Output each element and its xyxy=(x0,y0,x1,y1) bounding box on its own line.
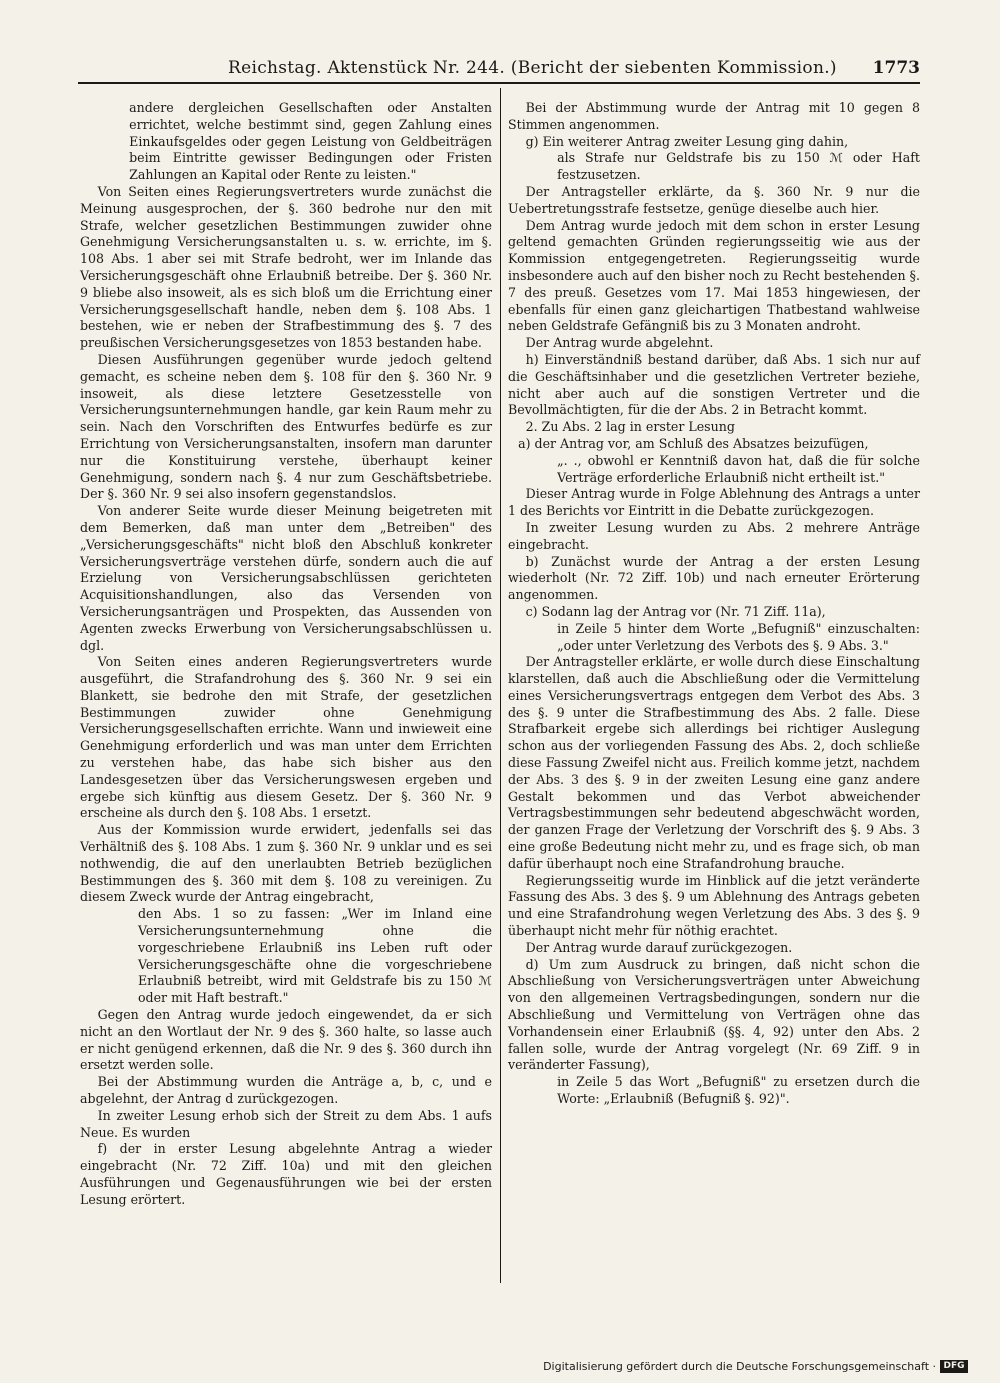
page-header xyxy=(78,56,920,84)
quoted-motion: „. ., obwohl er Kenntniß davon hat, daß die für solche Verträge erforderliche Erlaubniß nicht ertheilt ist." xyxy=(557,452,920,485)
paragraph: d) Um zum Ausdruck zu bringen, daß nicht schon die Abschließung von Versicherungsverträgen unter Abweichung von den allgemeinen Vertragsbedingungen, sondern nur die Abschließung und Vermittelung von Verträgen ohne das Vorhandensein einer Erlaubniß (§§. 4, 92) unter den Abs. 2 fallen solle, wurde der Antrag vorgelegt (Nr. 69 Ziff. 9 in veränderter Fassung), xyxy=(508,956,920,1073)
paragraph: g) Ein weiterer Antrag zweiter Lesung ging dahin, xyxy=(525,133,849,149)
paragraph: Gegen den Antrag wurde jedoch eingewendet, da er sich nicht an den Wortlaut der Nr. 9 des §. 360 halte, so lasse auch er nicht genügend erkennen, daß die Nr. 9 des §. 360 durch ihn ersetzt werden solle. xyxy=(80,1007,492,1073)
paragraph: In zweiter Lesung erhob sich der Streit zu dem Abs. 1 aufs Neue. Es wurden xyxy=(80,1107,492,1140)
page-number: 1773 xyxy=(872,58,920,78)
quoted-motion: in Zeile 5 das Wort „Befugniß" zu ersetzen durch die Worte: „Erlaubniß (Befugniß §. 92)". xyxy=(557,1074,920,1107)
digitization-credit xyxy=(543,1360,968,1373)
paragraph: Regierungsseitig wurde im Hinblick auf die jetzt veränderte Fassung des Abs. 3 des §. 9 um Ablehnung des Antrags gebeten und eine Strafandrohung wegen Verletzung des Abs. 3 des §. 9 überhaupt nicht mehr für nöthig erachtet. xyxy=(508,872,920,939)
left-column xyxy=(80,100,492,1209)
paragraph: Der Antrag wurde abgelehnt. xyxy=(525,335,714,351)
paragraph: Dieser Antrag wurde in Folge Ablehnung des Antrags a unter 1 des Berichts vor Eintritt in die Debatte zurückgezogen. xyxy=(508,486,920,519)
paragraph: Aus der Kommission wurde erwidert, jedenfalls sei das Verhältniß des §. 108 Abs. 1 zum §. 360 Nr. 9 unklar und es sei nothwendig, die auf den unerlaubten Betrieb bezüglichen Bestimmungen des §. 360 mit dem §. 108 zu vereinigen. Zu diesem Zweck wurde der Antrag eingebracht, xyxy=(80,822,492,905)
paragraph: Bei der Abstimmung wurde der Antrag mit 10 gegen 8 Stimmen angenommen. xyxy=(508,100,920,132)
paragraph: a) der Antrag vor, am Schluß des Absatzes beizufügen, xyxy=(518,435,869,451)
paragraph: Von anderer Seite wurde dieser Meinung beigetreten mit dem Bemerken, daß man unter dem „Betreiben" des „Versicherungsgeschäfts" nicht bloß den Abschluß konkreter Versicherungsverträge verstehen dürfe, sondern auch die auf Erzielung von Versicherungsabschlüssen gerichteten Acquisitionshandlungen, also das Versenden von Versicherungsanträgen und Prospekten, das Aussenden von Agenten zwecks Erwerbung von Versicherungsabschlüssen u. dgl. xyxy=(80,503,492,653)
column-divider xyxy=(500,88,501,1283)
quoted-motion: den Abs. 1 so zu fassen: „Wer im Inland eine Versicherungsunternehmung ohne die vorgeschriebene Erlaubniß ins Leben ruft oder Versicherungsgeschäfte ohne die vorgeschriebene Erlaubniß betreibt, wird mit Geldstrafe bis zu 150 ℳ oder mit Haft bestraft." xyxy=(137,906,492,1006)
paragraph: Bei der Abstimmung wurden die Anträge a, b, c, und e abgelehnt, der Antrag d zurückgezogen. xyxy=(80,1074,492,1107)
paragraph: Der Antragsteller erklärte, da §. 360 Nr. 9 nur die Uebertretungsstrafe festsetze, genüge dieselbe auch hier. xyxy=(508,183,920,216)
paragraph: Von Seiten eines anderen Regierungsvertreters wurde ausgeführt, die Strafandrohung des §. 360 Nr. 9 sei ein Blankett, sie bedrohe den mit Strafe, der gesetzlichen Bestimmungen zuwider ohne Genehmigung Versicherungsgesellschaften errichte. Wann und inwieweit eine Genehmigung erforderlich und was man unter dem Errichten zu verstehen habe, das habe sich bisher aus den Landesgesetzen über das Versicherungswesen ergeben und ergebe sich künftig aus diesem Gesetz. Der §. 360 Nr. 9 erscheine als durch den §. 108 Abs. 1 ersetzt. xyxy=(80,654,492,821)
paragraph: In zweiter Lesung wurden zu Abs. 2 mehrere Anträge eingebracht. xyxy=(508,519,920,552)
paragraph: f) der in erster Lesung abgelehnte Antrag a wieder eingebracht (Nr. 72 Ziff. 10a) und mit den gleichen Ausführungen und Gegenausführungen wie bei der ersten Lesung erörtert. xyxy=(80,1141,492,1207)
paragraph: Dem Antrag wurde jedoch mit dem schon in erster Lesung geltend gemachten Gründen regierungsseitig wie aus der Kommission entgegengetreten. Regierungsseitig wurde insbesondere auch auf den bisher noch zu Recht bestehenden §. 7 des preuß. Gesetzes vom 17. Mai 1853 hingewiesen, der ebenfalls für einen ganz gleichartigen Thatbestand wahlweise neben Geldstrafe Gefängniß bis zu 3 Monaten androht. xyxy=(508,217,920,334)
running-title: Reichstag. Aktenstück Nr. 244. (Bericht der siebenten Kommission.) xyxy=(228,58,837,78)
paragraph: c) Sodann lag der Antrag vor (Nr. 71 Ziff. 11a), xyxy=(525,603,826,619)
paragraph: Der Antrag wurde darauf zurückgezogen. xyxy=(525,939,793,955)
paragraph: andere dergleichen Gesellschaften oder Anstalten errichtet, welche bestimmt sind, gegen Zahlung eines Einkaufsgeldes oder gegen Leistung von Geldbeiträgen beim Eintritte gewisser Bedingungen oder Fristen Zahlungen an Kapital oder Rente zu leisten." xyxy=(129,100,492,183)
credit-text: Digitalisierung gefördert durch die Deutsche Forschungsgemeinschaft · xyxy=(543,1360,936,1373)
right-column xyxy=(508,100,920,1108)
paragraph: 2. Zu Abs. 2 lag in erster Lesung xyxy=(525,419,735,435)
quoted-motion: als Strafe nur Geldstrafe bis zu 150 ℳ oder Haft festzusetzen. xyxy=(557,150,920,183)
quoted-motion: in Zeile 5 hinter dem Worte „Befugniß" einzuschalten: „oder unter Verletzung des Verbots des §. 9 Abs. 3." xyxy=(557,620,920,653)
paragraph: b) Zunächst wurde der Antrag a der ersten Lesung wiederholt (Nr. 72 Ziff. 10b) und nach erneuter Erörterung angenommen. xyxy=(508,553,920,603)
paragraph: h) Einverständniß bestand darüber, daß Abs. 1 sich nur auf die Geschäftsinhaber und die gesetzlichen Vertreter beziehe, nicht aber auch auf die sonstigen Vertreter und die Bevollmächtigten, für die der Abs. 2 in Betracht kommt. xyxy=(508,351,920,418)
paragraph: Diesen Ausführungen gegenüber wurde jedoch geltend gemacht, es scheine neben dem §. 108 für den §. 360 Nr. 9 insoweit, als diese letztere Gesetzesstelle von Versicherungsunternehmungen handle, gar kein Raum mehr zu sein. Nach den Vorschriften des Entwurfes bedürfe es zur Errichtung von Versicherungsanstalten, insofern man darunter nur die Konstituirung verstehe, überhaupt keiner Genehmigung, sondern nach §. 4 nur zum Geschäftsbetriebe. Der §. 360 Nr. 9 sei also insofern gegenstandslos. xyxy=(80,351,492,502)
dfg-logo-icon: DFG xyxy=(940,1360,968,1373)
paragraph: Der Antragsteller erklärte, er wolle durch diese Einschaltung klarstellen, daß auch die Abschließung oder die Vermittelung eines Versicherungsvertrags entgegen dem Verbot des Abs. 3 des §. 9 unter die Strafbestimmung des Abs. 2 falle. Diese Strafbarkeit ergebe sich allerdings bei richtiger Auslegung schon aus der vorliegenden Fassung des Abs. 2, doch schließe diese Fassung Zweifel nicht aus. Freilich komme jetzt, nachdem der Abs. 3 des §. 9 in der zweiten Lesung eine ganz andere Gestalt bekommen und das Verbot abweichender Vertragsbestimmungen sehr bedeutend abgeschwächt worden, der ganzen Frage der Verletzung der Vorschrift des §. 9 Abs. 3 eine große Bedeutung nicht mehr zu, und es frage sich, ob man dafür überhaupt noch eine Strafandrohung brauche. xyxy=(508,654,920,871)
paragraph: Von Seiten eines Regierungsvertreters wurde zunächst die Meinung ausgesprochen, der §. 360 bedrohe nur den mit Strafe, welcher gesetzlichen Bestimmungen zuwider ohne Genehmigung Versicherungsanstalten u. s. w. errichte, im §. 108 Abs. 1 aber sei mit Strafe bedroht, wer im Inlande das Versicherungsgeschäft ohne Erlaubniß betreibe. Der §. 360 Nr. 9 bliebe also insoweit, als es sich bloß um die Errichtung einer Versicherungsgesellschaft handle, neben dem §. 108 Abs. 1 bestehen, wie er neben der Strafbestimmung des §. 7 des preußischen Versicherungsgesetzes von 1853 bestanden habe. xyxy=(80,183,492,351)
